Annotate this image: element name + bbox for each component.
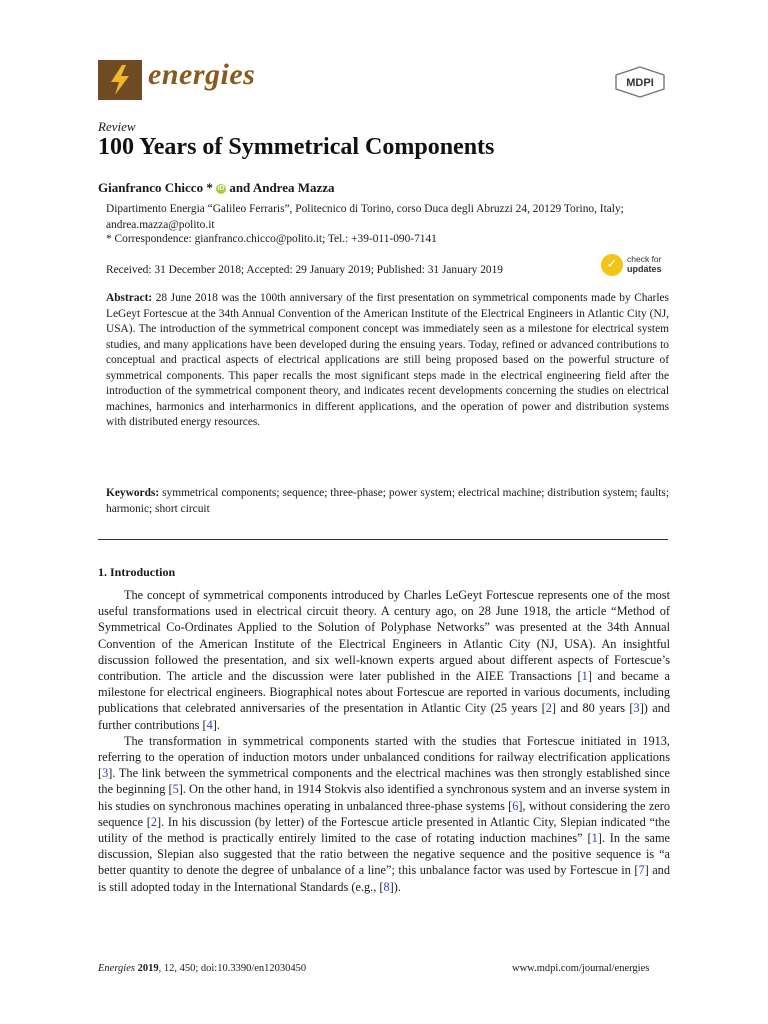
- abstract-text: 28 June 2018 was the 100th anniversary of the first presentation on symmetrical components made by Charles LeGeyt Fortescue at the 34th Annual Convention of the American Institute of the Electrical Engineers in Atlantic City (NJ, USA). The introduction of the symmetrical component concept was immediately seen as a milestone for electrical system studies, and many applications have been developed during the ensuing years. Today, refined or advanced contributions to conceptual and practical aspects of electrical applications are still being proposed based on the powerful structure of symmetrical components. This paper recalls the most significant steps made in the electrical engineering field after the introduction of the symmetrical component theory, and indicates recent developments concerning the studies on electrical machines, harmonics and interharmonics in different applications, and the operation of power and distribution systems with distributed energy resources.: [106, 292, 669, 428]
- publisher-logo: [613, 66, 667, 98]
- citation-link[interactable]: 4: [206, 717, 213, 732]
- citation-link[interactable]: 5: [172, 782, 179, 797]
- keywords-text: symmetrical components; sequence; three-phase; power system; electrical machine; distribution system; faults; harmonic; short circuit: [106, 487, 669, 515]
- citation-link[interactable]: 6: [512, 798, 519, 813]
- citation-link[interactable]: 2: [150, 814, 157, 829]
- paragraph: The transformation in symmetrical components started with the studies that Fortescue initiated in 1913, referring to the operation of induction motors under unbalanced conditions for railway electrification applications [3]. The link between the symmetrical components and the electrical machines was then strongly established since the beginning [5]. On the other hand, in 1914 Stokvis also identified a synchronous system and an inverse system in his studies on synchronous machines operating in unbalanced three-phase systems [6], without considering the zero sequence [2]. In his discussion (by letter) of the Fortescue article presented in Atlantic City, Slepian indicated “the utility of the method is practically entirely limited to the case of rotating induction machines” [1]. In the same discussion, Slepian also suggested that the ratio between the negative sequence and the positive sequence is “a better quantity to denote the degree of unbalance of a line”; this unbalance factor was used by Fortescue in [7] and is still adopted today in the International Standards (e.g., [8]).: [98, 733, 671, 894]
- article-type: Review: [98, 119, 136, 134]
- footer-citation: [98, 963, 306, 974]
- citation-link[interactable]: 7: [638, 863, 645, 878]
- citation-link[interactable]: 3: [633, 701, 640, 716]
- journal-logo: [98, 60, 142, 100]
- keywords-label: Keywords:: [106, 487, 160, 499]
- affiliation: Dipartimento Energia “Galileo Ferraris”, Politecnico di Torino, corso Duca degli Abruzzi 24, 20129 Torino, Italy; andrea.mazza@polito.it: [106, 203, 624, 231]
- citation-link[interactable]: 1: [591, 831, 598, 846]
- author-name[interactable]: and Andrea Mazza: [226, 180, 335, 195]
- section-body: [98, 587, 670, 895]
- keywords: [106, 486, 669, 517]
- paragraph: The concept of symmetrical components introduced by Charles LeGeyt Fortescue represents one of the most useful transformations used in electrical circuit theory. A century ago, on 28 June 1918, the article “Method of Symmetrical Co-Ordinates Applied to the Solution of Polyphase Networks” was presented at the 34th Annual Convention of the American Institute of the Electrical Engineers in Atlantic City (NJ, USA). An insightful discussion followed the presentation, and six well-known experts argued about different aspects of Fortescue’s contribution. The article and the discussion were later published in the AIEE Transactions [1] and became a milestone for electrical engineers. Biographical notes about Fortescue are reported in various documents, including publications that celebrated anniversaries of the presentation in Atlantic City (25 years [2] and 80 years [3]) and further contributions [4].: [98, 588, 670, 732]
- footer-year: 2019: [134, 963, 159, 974]
- footer-journal: Energies: [98, 963, 135, 974]
- check-updates-line1: check for: [627, 254, 662, 264]
- publisher-logo-text: MDPI: [626, 77, 654, 89]
- citation-link[interactable]: 3: [102, 766, 109, 781]
- abstract-label: Abstract:: [106, 292, 153, 304]
- citation-link[interactable]: 8: [383, 879, 390, 894]
- correspondence: * Correspondence: gianfranco.chicco@polito.it; Tel.: +39-011-090-7141: [106, 233, 437, 245]
- paper-title: 100 Years of Symmetrical Components: [98, 134, 495, 160]
- abstract: [106, 291, 669, 431]
- section-heading: 1. Introduction: [98, 565, 176, 579]
- publication-dates: Received: 31 December 2018; Accepted: 29 January 2019; Published: 31 January 2019: [106, 264, 503, 276]
- check-updates-line2: updates: [627, 264, 662, 274]
- author-list: [98, 180, 335, 196]
- check-for-updates-badge[interactable]: [601, 254, 671, 278]
- author-name[interactable]: Gianfranco Chicco: [98, 180, 204, 195]
- orcid-icon[interactable]: iD: [217, 185, 225, 192]
- journal-name: energies: [148, 58, 256, 91]
- footer-volume-doi: , 12, 450; doi:10.3390/en12030450: [158, 963, 307, 974]
- citation-link[interactable]: 1: [581, 669, 588, 684]
- divider: [98, 539, 668, 540]
- corresponding-marker: *: [203, 180, 213, 195]
- citation-link[interactable]: 2: [545, 701, 552, 716]
- check-icon: ✓: [601, 254, 623, 276]
- lightning-icon: [98, 60, 142, 100]
- footer-url[interactable]: www.mdpi.com/journal/energies: [512, 963, 650, 974]
- check-updates-label: [627, 254, 662, 274]
